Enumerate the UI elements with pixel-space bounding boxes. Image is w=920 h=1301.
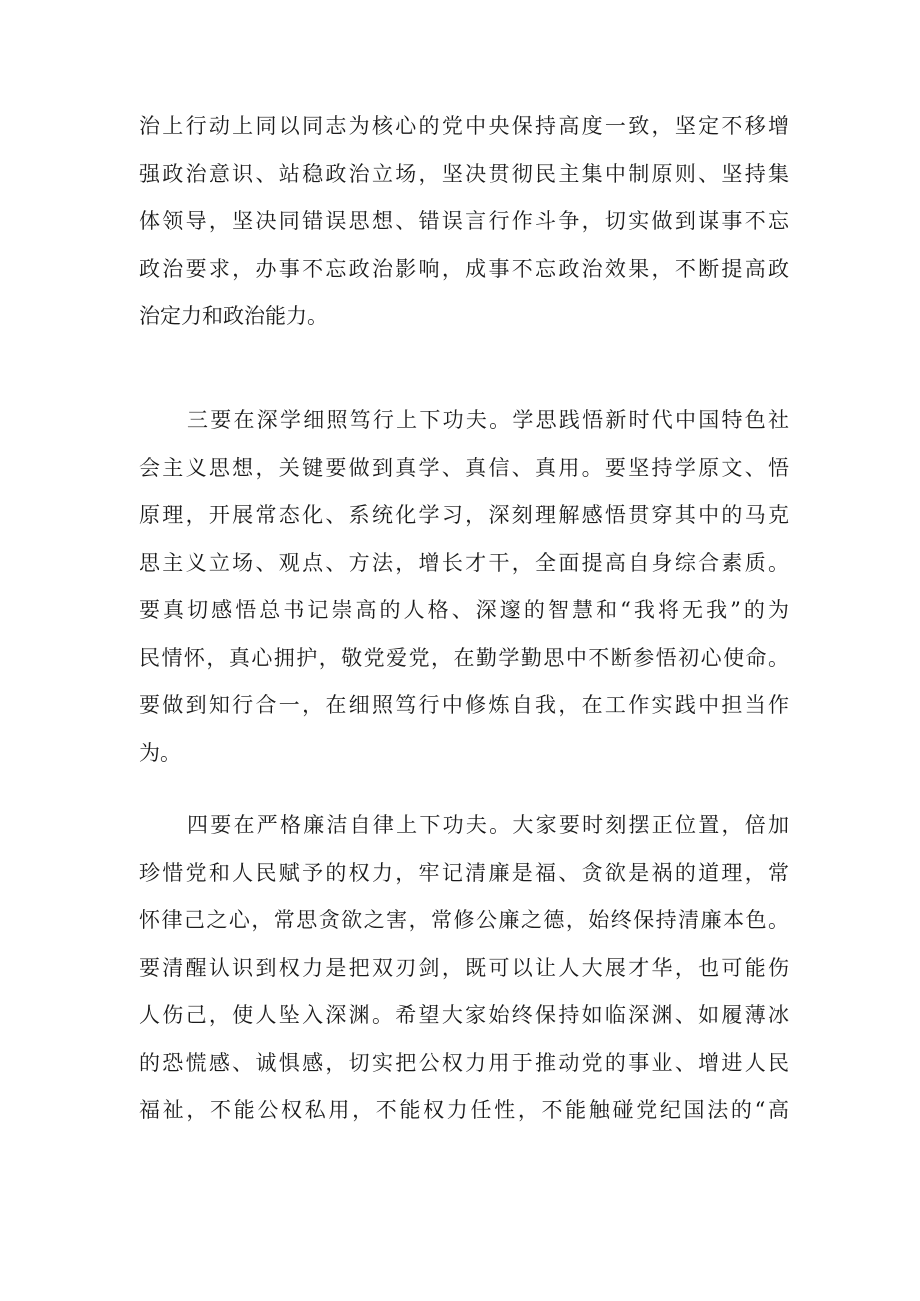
text-line: 要做到知行合一，在细照笃行中修炼自我，在工作实践中担当作 — [139, 693, 789, 717]
text-line: 政治要求，办事不忘政治影响，成事不忘政治效果，不断提高政 — [139, 256, 789, 281]
text-line: 珍惜党和人民赋予的权力，牢记清廉是福、贪欲是祸的道理，常 — [139, 860, 789, 885]
text-line: 会主义思想，关键要做到真学、真信、真用。要坚持学原文、悟 — [139, 455, 789, 480]
text-line: 民情怀，真心拥护，敬党爱党，在勤学勤思中不断参悟初心使命。 — [139, 645, 789, 670]
text-line: 为。 — [139, 740, 181, 765]
text-line: 三要在深学细照笃行上下功夫。学思践悟新时代中国特色社 — [187, 408, 789, 432]
text-line: 怀律己之心，常思贪欲之害，常修公廉之德，始终保持清廉本色。 — [139, 908, 789, 932]
text-line: 要真切感悟总书记崇高的人格、深邃的智慧和“我将无我”的为 — [139, 598, 789, 622]
text-line: 原理，开展常态化、系统化学习，深刻理解感悟贯穿其中的马克 — [139, 503, 789, 527]
text-line: 治定力和政治能力。 — [139, 304, 328, 328]
text-line: 思主义立场、观点、方法，增长才干，全面提高自身综合素质。 — [139, 550, 789, 575]
text-line: 人伤己，使人坠入深渊。希望大家始终保持如临深渊、如履薄冰 — [139, 1003, 789, 1027]
text-line: 福祉，不能公权私用，不能权力任性，不能触碰党纪国法的“高 — [139, 1098, 789, 1122]
text-line: 强政治意识、站稳政治立场，坚决贯彻民主集中制原则、坚持集 — [139, 161, 789, 186]
paragraph-study-practice — [139, 397, 789, 777]
text-line: 四要在严格廉洁自律上下功夫。大家要时刻摆正位置，倍加 — [187, 813, 789, 837]
text-line: 体领导，坚决同错误思想、错误言行作斗争，切实做到谋事不忘 — [139, 209, 789, 233]
paragraph-integrity-discipline — [139, 802, 789, 1135]
text-line: 治上行动上同以同志为核心的党中央保持高度一致，坚定不移增 — [139, 114, 789, 138]
text-line: 要清醒认识到权力是把双刃剑，既可以让人大展才华，也可能伤 — [139, 955, 789, 980]
text-line: 的恐慌感、诚惧感，切实把公权力用于推动党的事业、增进人民 — [139, 1050, 789, 1075]
paragraph-political-alignment — [139, 103, 789, 341]
